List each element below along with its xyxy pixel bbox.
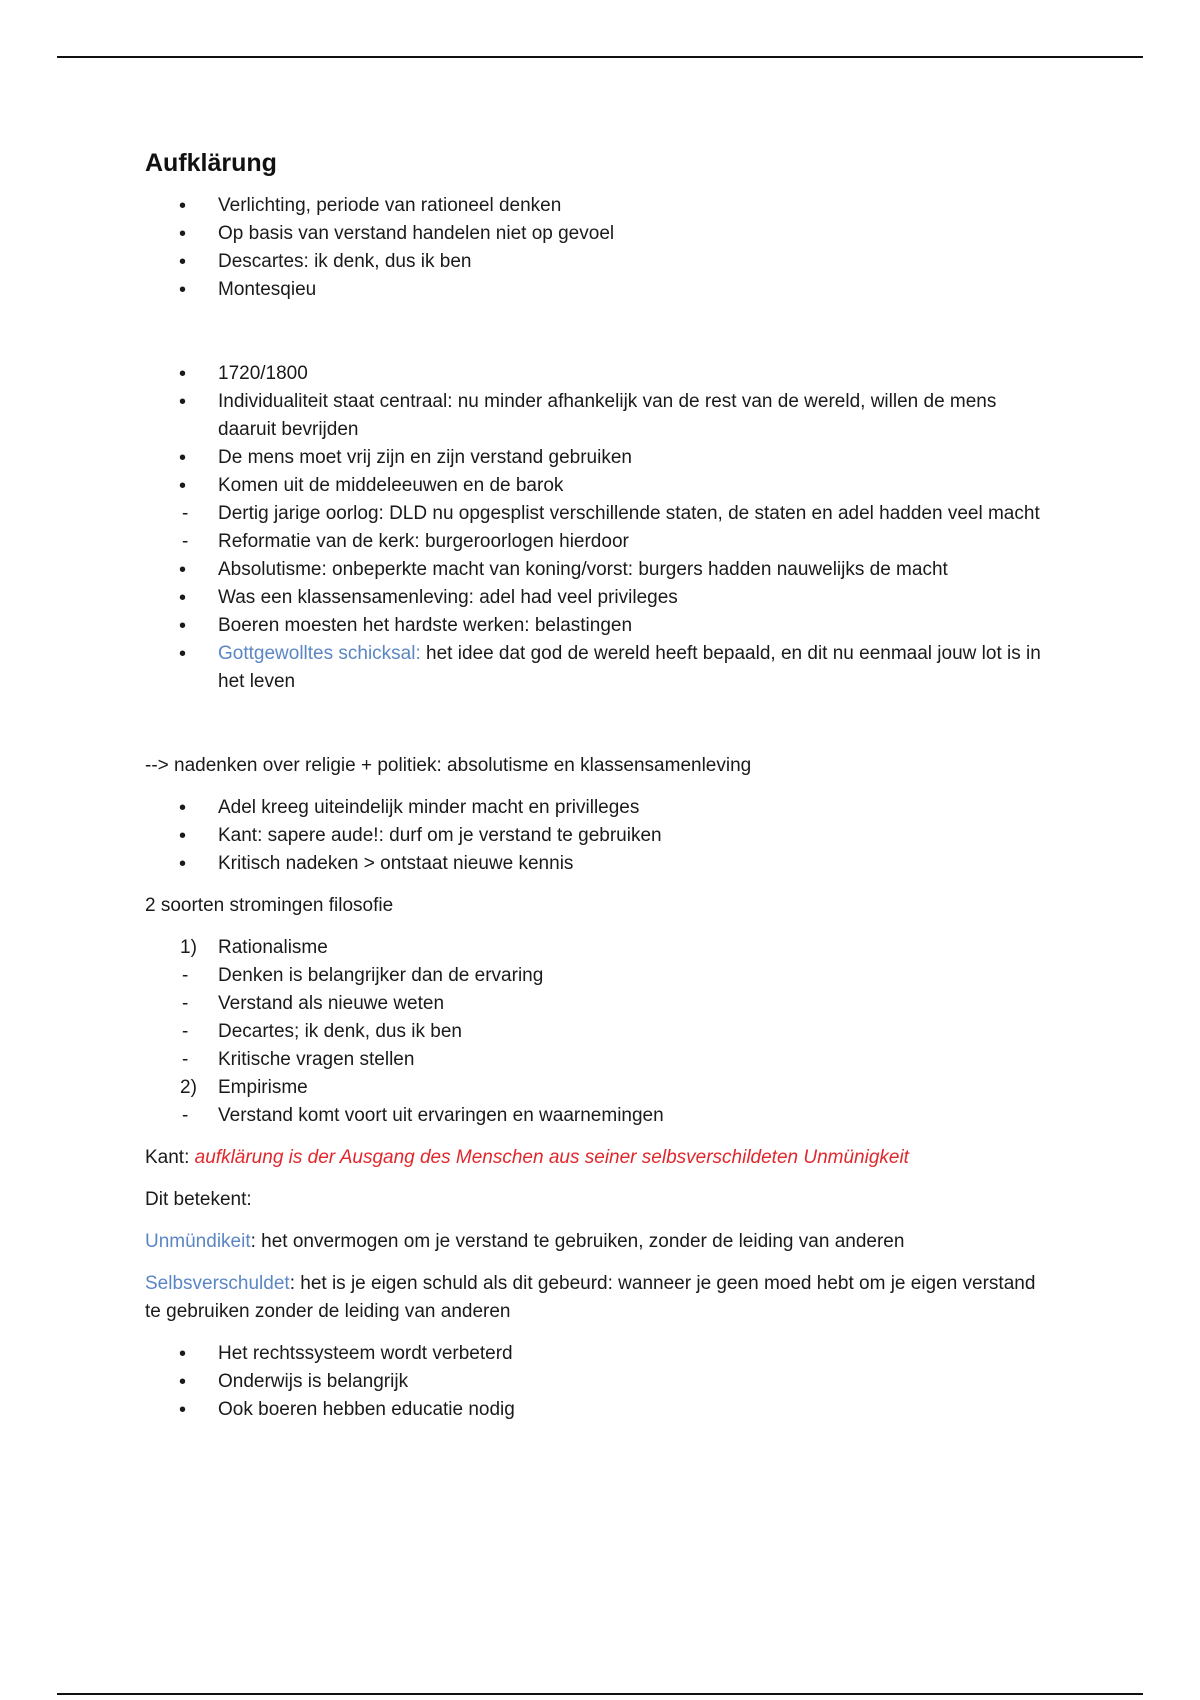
list-item: • Individualiteit staat centraal: nu minder afhankelijk van de rest van de wereld, willen de mens daaruit bevrijden xyxy=(145,388,1045,444)
bullet-icon: • xyxy=(179,587,187,609)
list-item: - Reformatie van de kerk: burgeroorlogen hierdoor xyxy=(145,528,1045,556)
term-selbsverschuldet: Selbsverschuldet xyxy=(145,1273,290,1294)
quote-text: aufklärung is der Ausgang des Menschen aus seiner selbsverschildeten Unmünigkeit xyxy=(194,1147,909,1168)
list-item: - Verstand als nieuwe weten xyxy=(145,990,1045,1018)
list-item: • Descartes: ik denk, dus ik ben xyxy=(145,248,1045,276)
bullet-icon: • xyxy=(179,391,187,413)
list-item: • Montesqieu xyxy=(145,276,1045,304)
bullet-icon: • xyxy=(179,559,187,581)
bullet-icon: • xyxy=(179,615,187,637)
list-item: - Denken is belangrijker dan de ervaring xyxy=(145,962,1045,990)
list-item: - Dertig jarige oorlog: DLD nu opgesplist verschillende staten, de staten en adel hadden veel macht xyxy=(145,500,1045,528)
list-item: 1) Rationalisme xyxy=(145,934,1045,962)
list-item: - Verstand komt voort uit ervaringen en waarnemingen xyxy=(145,1102,1045,1130)
outcome-list xyxy=(145,1340,1045,1424)
list-item: - Kritische vragen stellen xyxy=(145,1046,1045,1074)
list-item: • Gottgewolltes schicksal: het idee dat god de wereld heeft bepaald, en dit nu eenmaal jouw lot is in het leven xyxy=(145,640,1045,696)
stromingen-list xyxy=(145,934,1045,1130)
number-marker: 1) xyxy=(180,937,197,958)
list-item: • Verlichting, periode van rationeel denken xyxy=(145,192,1045,220)
bullet-icon: • xyxy=(179,363,187,385)
term-unmundikeit: Unmündikeit xyxy=(145,1231,251,1252)
dash-icon: - xyxy=(182,1049,189,1070)
dit-betekent: Dit betekent: xyxy=(145,1189,252,1210)
list-item: • Absolutisme: onbeperkte macht van koning/vorst: burgers hadden nauwelijks de macht xyxy=(145,556,1045,584)
list-item: • Adel kreeg uiteindelijk minder macht en privilleges xyxy=(145,794,1045,822)
list-item: • Kritisch nadeken > ontstaat nieuwe kennis xyxy=(145,850,1045,878)
bullet-icon: • xyxy=(179,447,187,469)
kant-list xyxy=(145,794,1045,878)
dash-icon: - xyxy=(182,1105,189,1126)
dash-icon: - xyxy=(182,965,189,986)
bullet-icon: • xyxy=(179,195,187,217)
bullet-icon: • xyxy=(179,279,187,301)
bullet-icon: • xyxy=(179,797,187,819)
bullet-icon: • xyxy=(179,251,187,273)
dash-icon: - xyxy=(182,531,189,552)
footer-rule xyxy=(57,1693,1143,1695)
bullet-icon: • xyxy=(179,643,187,665)
stromingen-heading: 2 soorten stromingen filosofie xyxy=(145,895,394,916)
document-title: Aufklärung xyxy=(145,149,277,177)
list-item: • 1720/1800 xyxy=(145,360,1045,388)
definition-unmundikeit: Unmündikeit: het onvermogen om je verstand te gebruiken, zonder de leiding van anderen xyxy=(145,1231,905,1252)
list-item: • De mens moet vrij zijn en zijn verstand gebruiken xyxy=(145,444,1045,472)
header-rule xyxy=(57,56,1143,58)
dash-icon: - xyxy=(182,503,189,524)
bullet-icon: • xyxy=(179,475,187,497)
list-item: • Boeren moesten het hardste werken: belastingen xyxy=(145,612,1045,640)
list-item: • Op basis van verstand handelen niet op gevoel xyxy=(145,220,1045,248)
list-item: - Decartes; ik denk, dus ik ben xyxy=(145,1018,1045,1046)
bullet-icon: • xyxy=(179,1371,187,1393)
list-item: 2) Empirisme xyxy=(145,1074,1045,1102)
dash-icon: - xyxy=(182,1021,189,1042)
bullet-icon: • xyxy=(179,1343,187,1365)
kant-label: Kant: xyxy=(145,1147,195,1168)
context-list xyxy=(145,360,1045,696)
list-item: • Was een klassensamenleving: adel had veel privileges xyxy=(145,584,1045,612)
list-item: • Het rechtssysteem wordt verbeterd xyxy=(145,1340,1045,1368)
bullet-icon: • xyxy=(179,825,187,847)
number-marker: 2) xyxy=(180,1077,197,1098)
list-item: • Ook boeren hebben educatie nodig xyxy=(145,1396,1045,1424)
list-item: • Kant: sapere aude!: durf om je verstand te gebruiken xyxy=(145,822,1045,850)
list-item: • Komen uit de middeleeuwen en de barok xyxy=(145,472,1045,500)
term-gottgewolltes: Gottgewolltes schicksal: xyxy=(218,643,421,664)
arrow-line: --> nadenken over religie + politiek: absolutisme en klassensamenleving xyxy=(145,755,752,776)
list-item: • Onderwijs is belangrijk xyxy=(145,1368,1045,1396)
dash-icon: - xyxy=(182,993,189,1014)
intro-list xyxy=(145,192,1045,304)
kant-quote xyxy=(145,1144,1045,1172)
bullet-icon: • xyxy=(179,223,187,245)
bullet-icon: • xyxy=(179,1399,187,1421)
document-body xyxy=(145,148,1045,1424)
definition-selbsverschuldet: Selbsverschuldet: het is je eigen schuld als dit gebeurd: wanneer je geen moed hebt om je eigen verstand te gebruiken zonder de leiding van anderen xyxy=(145,1273,1036,1322)
bullet-icon: • xyxy=(179,853,187,875)
